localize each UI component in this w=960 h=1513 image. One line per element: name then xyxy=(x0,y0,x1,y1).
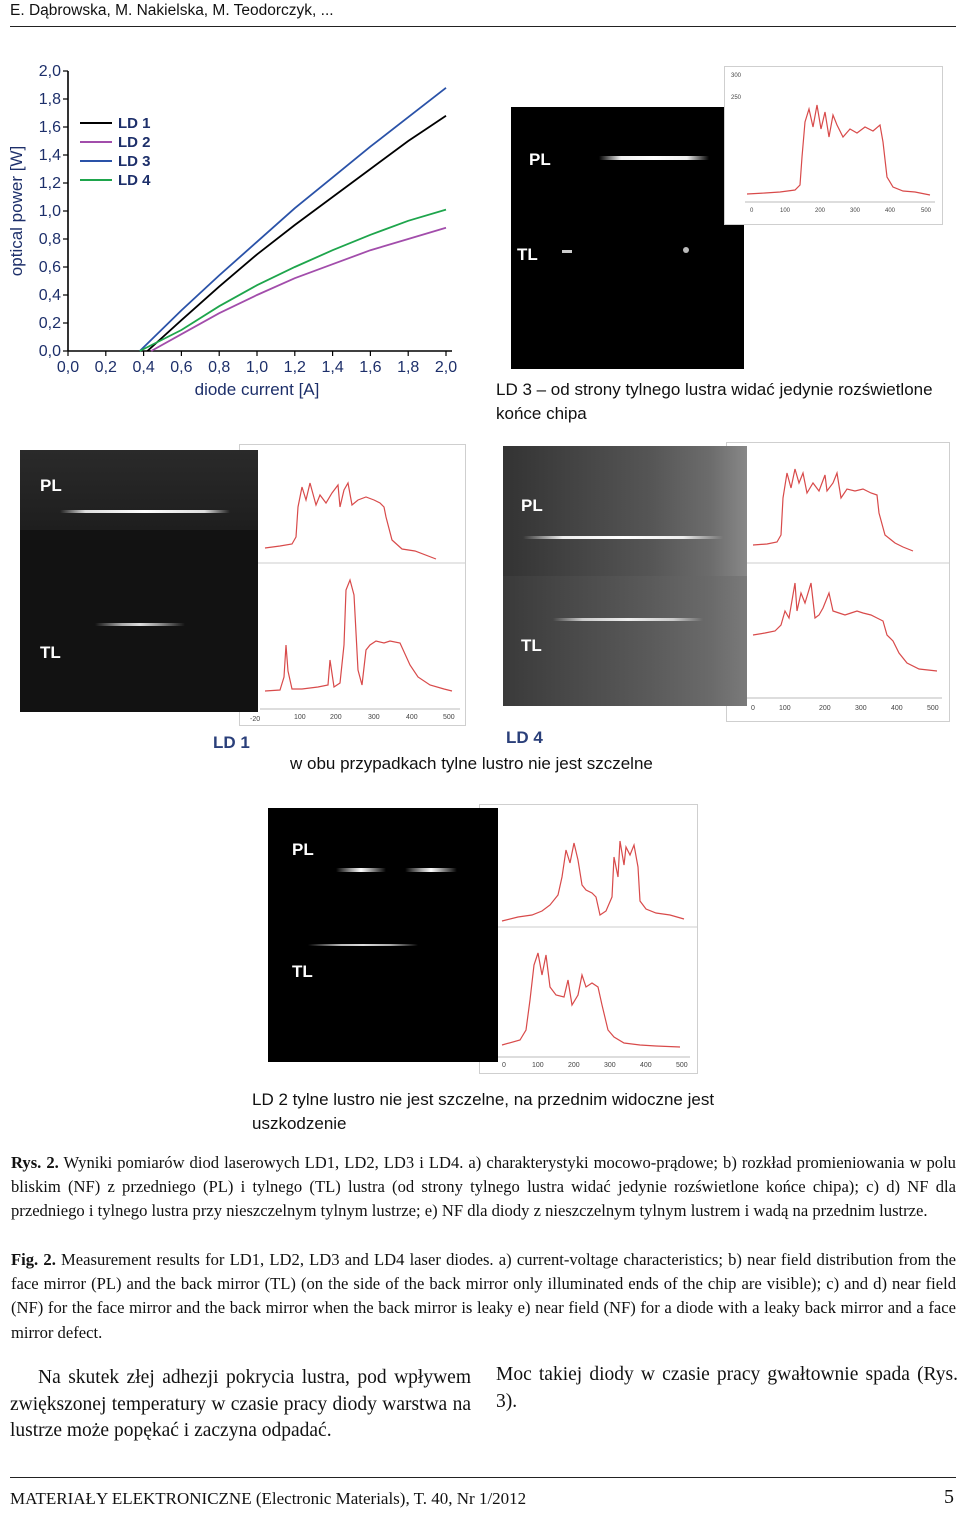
ld1-xtick: 300 xyxy=(368,714,380,721)
ld2-profile-plot xyxy=(479,804,698,1074)
x-tick-label: 0,8 xyxy=(208,359,231,376)
ld3-xtick: 100 xyxy=(780,208,791,214)
y-tick-label: 1,6 xyxy=(38,119,61,136)
x-tick-label: 1,2 xyxy=(283,359,306,376)
x-tick-label: 1,6 xyxy=(359,359,382,376)
y-tick-label: 0,4 xyxy=(38,287,61,304)
x-tick-label: 1,0 xyxy=(245,359,269,376)
ld1-ld4-annotation: w obu przypadkach tylne lustro nie jest szczelne xyxy=(290,754,653,773)
ld4-tl-stripe xyxy=(553,618,703,621)
footer-rule xyxy=(10,1477,956,1478)
y-tick-label: 1,2 xyxy=(38,175,61,192)
ld4-nearfield-image xyxy=(503,446,747,706)
ld3-profile-plot xyxy=(724,66,943,225)
running-header: E. Dąbrowska, M. Nakielska, M. Teodorczyk, ... xyxy=(10,2,334,19)
ld2-xtick: 400 xyxy=(640,1062,652,1069)
ld3-profile-trace xyxy=(747,105,930,195)
ld2-tl-label: TL xyxy=(292,962,313,981)
ld4-xtick: 0 xyxy=(751,705,755,712)
x-tick-label: 0,0 xyxy=(56,359,80,376)
ld4-label: LD 4 xyxy=(506,728,543,747)
series-line-ld3 xyxy=(140,88,446,351)
page-number: 5 xyxy=(944,1486,954,1508)
ld1-profile-svg xyxy=(240,445,465,725)
legend-label: LD 2 xyxy=(118,134,151,151)
series-line-ld2 xyxy=(151,228,446,351)
ld4-pl-trace xyxy=(753,469,913,551)
y-tick-label: 0,2 xyxy=(38,315,61,332)
ld2-xtick: 100 xyxy=(532,1062,544,1069)
x-tick-label: 1,8 xyxy=(397,359,420,376)
ld3-ytick-300: 300 xyxy=(731,73,742,79)
ld1-xtick: 500 xyxy=(443,714,455,721)
ld2-annotation: LD 2 tylne lustro nie jest szczelne, na przednim widoczne jest uszkodzenie xyxy=(252,1090,715,1133)
ld2-pl-stripe-right xyxy=(405,868,457,872)
ld3-pl-stripe xyxy=(599,156,709,160)
y-tick-label: 1,8 xyxy=(38,91,61,108)
ld3-xtick: 500 xyxy=(921,208,932,214)
x-tick-label: 2,0 xyxy=(434,359,458,376)
ld1-xtick: 200 xyxy=(330,714,342,721)
footer-journal: MATERIAŁY ELEKTRONICZNE (Electronic Materials), T. 40, Nr 1/2012 xyxy=(10,1489,527,1508)
ld4-xtick: 500 xyxy=(927,705,939,712)
ld2-xtick: 500 xyxy=(676,1062,688,1069)
ld4-tl-trace xyxy=(753,583,937,671)
caption-english xyxy=(11,1248,956,1345)
ld3-tl-label: TL xyxy=(517,245,538,264)
ld1-tl-trace xyxy=(265,580,452,691)
body-left-paragraph: Na skutek złej adhezji pokrycia lustra, pod wpływem zwiększonej temperatury w czasie pracy diody warstwa na lustrze może popękać i zaczyna odpadać. xyxy=(10,1367,471,1441)
ld3-tl-right-end xyxy=(683,247,689,253)
ld2-xtick: 200 xyxy=(568,1062,580,1069)
caption-polish xyxy=(11,1151,956,1224)
x-axis-label: diode current [A] xyxy=(194,380,320,399)
ld4-tl-label: TL xyxy=(521,636,542,655)
ld2-nearfield-image xyxy=(268,808,498,1062)
ld4-xtick: 200 xyxy=(819,705,831,712)
ld2-profile-svg xyxy=(480,805,697,1073)
ld4-profile-plot xyxy=(726,442,950,722)
ld3-annotation: LD 3 – od strony tylnego lustra widać jedynie rozświetlone końce chipa xyxy=(496,380,933,423)
body-right-paragraph: Moc takiej diody w czasie pracy gwałtownie spada (Rys. 3). xyxy=(496,1364,958,1412)
ld1-xtick: 400 xyxy=(406,714,418,721)
legend-label: LD 4 xyxy=(118,172,151,189)
legend-label: LD 1 xyxy=(118,115,151,132)
ld3-nearfield-image xyxy=(511,107,744,369)
y-tick-label: 0,8 xyxy=(38,231,61,248)
caption-polish-text: Wyniki pomiarów diod laserowych LD1, LD2, LD3 i LD4. a) charakterystyki mocowo-prądowe; b) rozkład promieniowania w polu bliskim (NF) z przedniego (PL) i tylnego (TL) lustra (od strony tylnego lustra widać jedynie rozświetlone końce chipa); c) d) NF dla przedniego i tylnego lustra przy nieszczelnym tylnym lustrze; e) NF dla diody z nieszczelnym tylnym lustrem i wadą na przednim lustrze. xyxy=(11,1153,956,1221)
ld4-pl-stripe xyxy=(523,536,723,539)
y-tick-label: 0,6 xyxy=(38,259,61,276)
ld4-pl-label: PL xyxy=(521,496,543,515)
pi-chart xyxy=(0,55,470,405)
ld1-pl-label: PL xyxy=(40,476,62,495)
ld3-ytick-250: 250 xyxy=(731,95,742,101)
ld3-xtick: 300 xyxy=(850,208,861,214)
x-tick-label: 1,4 xyxy=(321,359,344,376)
ld1-profile-plot xyxy=(239,444,466,726)
ld3-xtick: 400 xyxy=(885,208,896,214)
ld1-pl-stripe xyxy=(60,510,230,513)
ld2-xtick: 300 xyxy=(604,1062,616,1069)
series-line-ld1 xyxy=(147,116,446,351)
legend-label: LD 3 xyxy=(118,153,151,170)
header-rule xyxy=(10,26,956,27)
ld3-profile-svg xyxy=(725,67,942,224)
ld2-pl-label: PL xyxy=(292,840,314,859)
ld1-xtick: -20 xyxy=(250,716,261,723)
caption-polish-lead: Rys. 2. xyxy=(11,1153,59,1172)
ld3-xtick: 0 xyxy=(750,208,754,214)
ld2-tl-stripe xyxy=(308,944,418,946)
ld2-pl-trace xyxy=(502,841,684,921)
ld1-pl-trace xyxy=(265,483,436,559)
y-tick-label: 1,4 xyxy=(38,147,61,164)
ld4-xtick: 300 xyxy=(855,705,867,712)
ld2-pl-stripe-left xyxy=(336,868,386,872)
y-axis-label: optical power [W] xyxy=(7,145,26,277)
x-tick-label: 0,2 xyxy=(94,359,117,376)
ld4-xtick: 100 xyxy=(779,705,791,712)
ld4-xtick: 400 xyxy=(891,705,903,712)
caption-english-lead: Fig. 2. xyxy=(11,1250,56,1269)
ld1-tl-stripe xyxy=(95,623,185,626)
caption-english-text: Measurement results for LD1, LD2, LD3 and LD4 laser diodes. a) current-voltage characteristics; b) near field distribution from the face mirror (PL) and the back mirror (TL) (on the side of the back mirror only illuminated ends of the chip are visible); c) and d) near field (NF) for the face mirror and the back mirror when the back mirror is leaky e) near field (NF) for a diode with a leaky back mirror and a face mirror defect. xyxy=(11,1250,956,1342)
y-tick-label: 0,0 xyxy=(38,343,61,360)
ld1-tl-label: TL xyxy=(40,643,61,662)
ld1-nearfield-image xyxy=(20,450,258,712)
ld4-profile-svg xyxy=(727,443,949,721)
ld2-tl-trace xyxy=(502,953,680,1047)
ld3-pl-label: PL xyxy=(529,150,551,169)
ld1-label: LD 1 xyxy=(213,733,250,752)
x-tick-label: 0,6 xyxy=(170,359,193,376)
y-tick-label: 1,0 xyxy=(38,203,61,220)
y-tick-label: 2,0 xyxy=(38,63,61,80)
ld3-tl-left-end xyxy=(562,250,572,253)
series-line-ld4 xyxy=(140,210,446,351)
ld1-xtick: 100 xyxy=(294,714,306,721)
ld2-xtick: 0 xyxy=(502,1062,506,1069)
ld3-xtick: 200 xyxy=(815,208,826,214)
x-tick-label: 0,4 xyxy=(132,359,155,376)
